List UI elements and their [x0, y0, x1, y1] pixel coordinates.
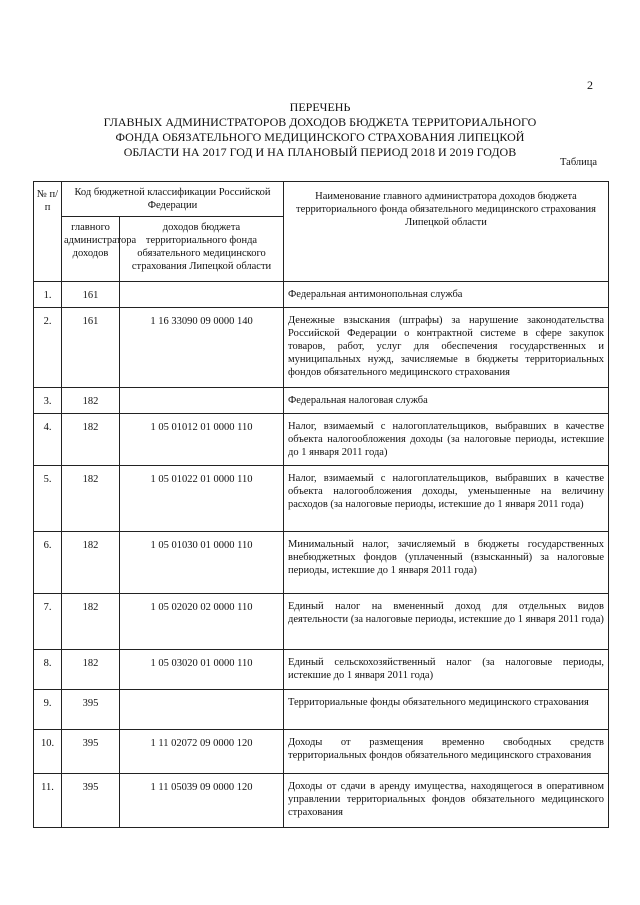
row-name: Территориальные фонды обязательного медицинского страхования [284, 690, 609, 730]
table-row [34, 308, 609, 388]
table-row [34, 532, 609, 594]
row-name: Единый налог на вмененный доход для отдельных видов деятельности (за налоговые периоды, истекшие до 1 января 2011 года) [284, 594, 609, 650]
header-code-group: Код бюджетной классификации Российской Федерации [62, 182, 284, 217]
header-row [34, 182, 609, 217]
table-row [34, 774, 609, 828]
row-number: 6. [34, 532, 62, 594]
row-number: 11. [34, 774, 62, 828]
table-row [34, 730, 609, 774]
row-name: Доходы от сдачи в аренду имущества, находящегося в оперативном управлении территориальных фондов обязательного медицинского страхования [284, 774, 609, 828]
row-income-code: 1 16 33090 09 0000 140 [120, 308, 284, 388]
row-admin-code: 182 [62, 388, 120, 414]
title-line: ФОНДА ОБЯЗАТЕЛЬНОГО МЕДИЦИНСКОГО СТРАХОВАНИЯ ЛИПЕЦКОЙ [115, 130, 525, 144]
table-row [34, 414, 609, 466]
header-income-code: доходов бюджета территориального фонда обязательного медицинского страхования Липецкой области [120, 217, 284, 282]
row-income-code [120, 282, 284, 308]
table-row [34, 466, 609, 532]
document-title [0, 100, 640, 160]
row-income-code [120, 690, 284, 730]
page-number: 2 [587, 78, 593, 92]
row-income-code: 1 05 01022 01 0000 110 [120, 466, 284, 532]
row-name: Денежные взыскания (штрафы) за нарушение законодательства Российской Федерации о контрактной системе в сфере закупок товаров, работ, услуг для обеспечения государственных и муниципальных нужд, зачисляемые в бюджеты территориальных фондов обязательного медицинского страхования [284, 308, 609, 388]
row-number: 7. [34, 594, 62, 650]
header-num: № п/п [34, 182, 62, 282]
row-name: Налог, взимаемый с налогоплательщиков, выбравших в качестве объекта налогообложения доходы (за налоговые периоды, истекшие до 1 января 2011 года) [284, 414, 609, 466]
table-label: Таблица [560, 157, 598, 168]
table-row [34, 282, 609, 308]
table-row [34, 690, 609, 730]
table-row [34, 594, 609, 650]
row-number: 5. [34, 466, 62, 532]
row-income-code: 1 05 03020 01 0000 110 [120, 650, 284, 690]
row-number: 1. [34, 282, 62, 308]
row-admin-code: 182 [62, 414, 120, 466]
header-admin-name: Наименование главного администратора доходов бюджета территориального фонда обязательного медицинского страхования Липецкой области [284, 182, 609, 282]
row-number: 2. [34, 308, 62, 388]
row-number: 3. [34, 388, 62, 414]
row-name: Федеральная налоговая служба [284, 388, 609, 414]
row-income-code: 1 05 02020 02 0000 110 [120, 594, 284, 650]
row-name: Доходы от размещения временно свободных средств территориальных фондов обязательного медицинского страхования [284, 730, 609, 774]
title-line: ПЕРЕЧЕНЬ [289, 100, 351, 114]
row-number: 8. [34, 650, 62, 690]
row-admin-code: 395 [62, 774, 120, 828]
row-admin-code: 182 [62, 594, 120, 650]
table-body [34, 182, 609, 828]
row-income-code: 1 11 02072 09 0000 120 [120, 730, 284, 774]
row-name: Минимальный налог, зачисляемый в бюджеты государственных внебюджетных фондов (уплаченный (взысканный) за налоговые периоды, истекшие до 1 января 2011 года) [284, 532, 609, 594]
title-line: ОБЛАСТИ НА 2017 ГОД И НА ПЛАНОВЫЙ ПЕРИОД 2018 И 2019 ГОДОВ [123, 145, 517, 159]
row-name: Единый сельскохозяйственный налог (за налоговые периоды, истекшие до 1 января 2011 года) [284, 650, 609, 690]
row-name: Налог, взимаемый с налогоплательщиков, выбравших в качестве объекта налогообложения доходы, уменьшенные на величину расходов (за налоговые периоды, истекшие до 1 января 2011 года) [284, 466, 609, 532]
row-admin-code: 161 [62, 308, 120, 388]
administrators-table [33, 181, 609, 828]
row-admin-code: 161 [62, 282, 120, 308]
row-admin-code: 182 [62, 466, 120, 532]
row-income-code: 1 05 01030 01 0000 110 [120, 532, 284, 594]
table-row [34, 388, 609, 414]
row-admin-code: 182 [62, 650, 120, 690]
row-income-code [120, 388, 284, 414]
row-number: 10. [34, 730, 62, 774]
row-admin-code: 395 [62, 730, 120, 774]
row-name: Федеральная антимонопольная служба [284, 282, 609, 308]
row-admin-code: 395 [62, 690, 120, 730]
header-admin-code: главного администратора доходов [62, 217, 120, 282]
row-income-code: 1 05 01012 01 0000 110 [120, 414, 284, 466]
table-row [34, 650, 609, 690]
row-number: 9. [34, 690, 62, 730]
row-admin-code: 182 [62, 532, 120, 594]
row-number: 4. [34, 414, 62, 466]
title-line: ГЛАВНЫХ АДМИНИСТРАТОРОВ ДОХОДОВ БЮДЖЕТА ТЕРРИТОРИАЛЬНОГО [103, 115, 537, 129]
row-income-code: 1 11 05039 09 0000 120 [120, 774, 284, 828]
